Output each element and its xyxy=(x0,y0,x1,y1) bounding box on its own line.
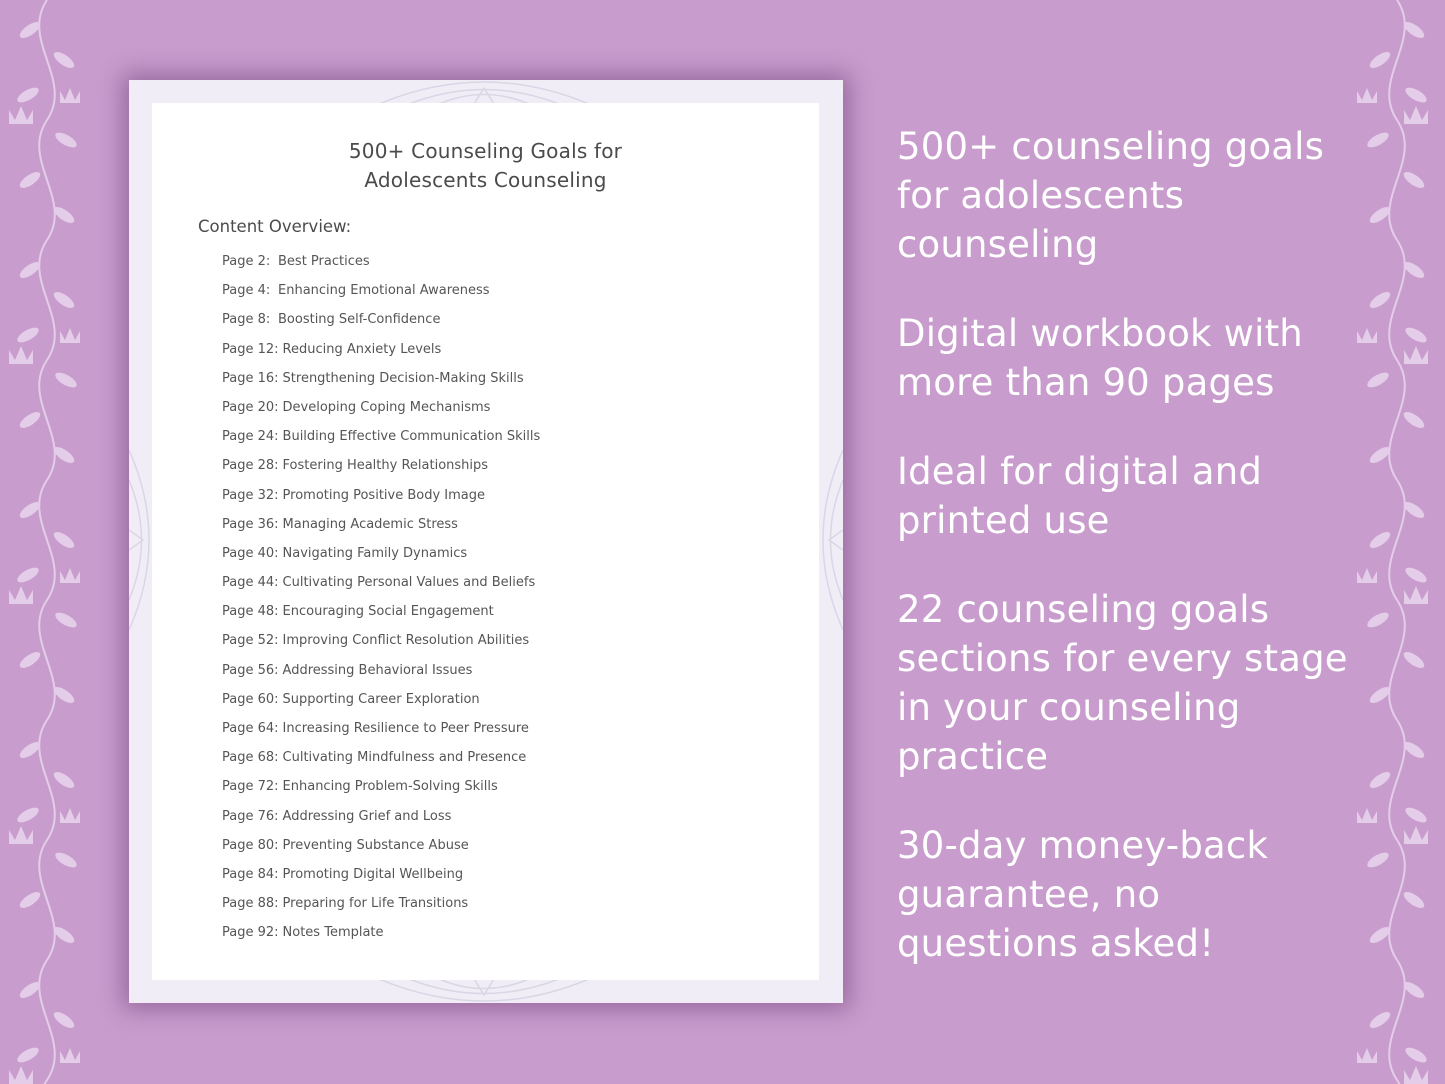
toc-page-number: Page 92: xyxy=(222,925,279,941)
toc-section-title: Boosting Self-Confidence xyxy=(278,312,441,328)
feature-text xyxy=(897,309,1367,407)
toc-item xyxy=(222,692,540,721)
feature-list xyxy=(897,122,1367,1008)
toc-page-number: Page 8: xyxy=(222,312,271,328)
toc-item xyxy=(222,283,540,312)
toc-section-title: Navigating Family Dynamics xyxy=(282,545,468,561)
toc-page-number: Page 16: xyxy=(222,370,279,386)
toc-section-title: Promoting Digital Wellbeing xyxy=(282,866,464,882)
toc-section-title: Enhancing Emotional Awareness xyxy=(278,283,490,299)
toc-section-title: Addressing Behavioral Issues xyxy=(282,662,473,678)
toc-item xyxy=(222,896,540,925)
feature-text-line: 30-day money-back xyxy=(897,824,1269,867)
toc-section-title: Notes Template xyxy=(282,925,384,941)
toc-item xyxy=(222,312,540,341)
toc-page-number: Page 48: xyxy=(222,604,279,620)
toc-section-title: Developing Coping Mechanisms xyxy=(282,399,491,415)
mandala-right-decoration xyxy=(820,450,843,630)
toc-section-title: Promoting Positive Body Image xyxy=(282,487,486,503)
toc-page-number: Page 36: xyxy=(222,516,279,532)
toc-page-number: Page 60: xyxy=(222,691,279,707)
toc-page-number: Page 72: xyxy=(222,779,279,795)
toc-section-title: Building Effective Communication Skills xyxy=(282,429,541,445)
toc-item xyxy=(222,488,540,517)
feature-text-line: practice xyxy=(897,735,1049,778)
feature-text-line: 22 counseling goals xyxy=(897,588,1270,631)
feature-text xyxy=(897,447,1367,545)
feature-text-line: 500+ counseling goals xyxy=(897,125,1325,168)
toc-page-number: Page 52: xyxy=(222,633,279,649)
toc-page-number: Page 4: xyxy=(222,283,271,299)
left-floral-vine-decoration xyxy=(0,0,95,1084)
feature-text xyxy=(897,585,1367,781)
toc-section-title: Fostering Healthy Relationships xyxy=(282,458,489,474)
toc-item xyxy=(222,254,540,283)
feature-text-line: Digital workbook with xyxy=(897,312,1303,355)
toc-section-title: Encouraging Social Engagement xyxy=(282,604,494,620)
mandala-top-decoration xyxy=(379,80,589,104)
toc-section-title: Strengthening Decision-Making Skills xyxy=(282,370,524,386)
toc-page-number: Page 68: xyxy=(222,750,279,766)
toc-section-title: Cultivating Personal Values and Beliefs xyxy=(282,575,536,591)
feature-text xyxy=(897,122,1367,269)
document-title xyxy=(152,137,819,195)
toc-page-number: Page 20: xyxy=(222,399,279,415)
toc-item xyxy=(222,809,540,838)
feature-text-line: Ideal for digital and xyxy=(897,450,1263,493)
toc-section-title: Improving Conflict Resolution Abilities xyxy=(282,633,530,649)
toc-item xyxy=(222,925,540,954)
mandala-left-decoration xyxy=(129,450,152,630)
feature-text-line: questions asked! xyxy=(897,922,1215,965)
toc-item xyxy=(222,838,540,867)
feature-text-line: printed use xyxy=(897,499,1110,542)
toc-item xyxy=(222,400,540,429)
document-title-line-1: 500+ Counseling Goals for xyxy=(348,139,623,163)
toc-item xyxy=(222,342,540,371)
toc-item xyxy=(222,663,540,692)
toc-page-number: Page 32: xyxy=(222,487,279,503)
toc-section-title: Addressing Grief and Loss xyxy=(282,808,452,824)
toc-page-number: Page 56: xyxy=(222,662,279,678)
feature-text-line: for adolescents xyxy=(897,174,1185,217)
toc-page-number: Page 44: xyxy=(222,575,279,591)
toc-page-number: Page 2: xyxy=(222,254,271,269)
table-of-contents xyxy=(222,254,540,955)
toc-item xyxy=(222,517,540,546)
feature-text-line: more than 90 pages xyxy=(897,361,1275,404)
document-title-line-2: Adolescents Counseling xyxy=(364,168,607,192)
toc-item xyxy=(222,867,540,896)
toc-item xyxy=(222,779,540,808)
toc-item xyxy=(222,371,540,400)
toc-item xyxy=(222,633,540,662)
content-overview-label: Content Overview: xyxy=(198,217,352,236)
toc-page-number: Page 40: xyxy=(222,545,279,561)
toc-section-title: Best Practices xyxy=(278,254,370,269)
toc-item xyxy=(222,458,540,487)
feature-text xyxy=(897,821,1367,968)
feature-text-line: in your counseling xyxy=(897,686,1241,729)
toc-page-number: Page 80: xyxy=(222,837,279,853)
feature-text-line: counseling xyxy=(897,223,1099,266)
toc-page-number: Page 12: xyxy=(222,341,279,357)
document-page xyxy=(152,103,819,980)
toc-item xyxy=(222,721,540,750)
toc-page-number: Page 88: xyxy=(222,896,279,912)
toc-section-title: Enhancing Problem-Solving Skills xyxy=(282,779,498,795)
toc-page-number: Page 84: xyxy=(222,866,279,882)
toc-page-number: Page 24: xyxy=(222,429,279,445)
toc-item xyxy=(222,575,540,604)
toc-page-number: Page 28: xyxy=(222,458,279,474)
toc-section-title: Preparing for Life Transitions xyxy=(282,896,469,912)
toc-section-title: Cultivating Mindfulness and Presence xyxy=(282,750,527,766)
toc-item xyxy=(222,604,540,633)
toc-section-title: Preventing Substance Abuse xyxy=(282,837,469,853)
toc-section-title: Increasing Resilience to Peer Pressure xyxy=(282,721,529,736)
toc-page-number: Page 76: xyxy=(222,808,279,824)
feature-text-line: sections for every stage xyxy=(897,637,1348,680)
toc-section-title: Reducing Anxiety Levels xyxy=(282,341,442,357)
toc-item xyxy=(222,750,540,779)
toc-item xyxy=(222,546,540,575)
feature-text-line: guarantee, no xyxy=(897,873,1161,916)
toc-page-number: Page 64: xyxy=(222,721,279,736)
toc-section-title: Managing Academic Stress xyxy=(282,516,458,532)
document-preview xyxy=(129,80,843,1003)
toc-item xyxy=(222,429,540,458)
mandala-bottom-decoration xyxy=(379,979,589,1003)
toc-section-title: Supporting Career Exploration xyxy=(282,691,480,707)
